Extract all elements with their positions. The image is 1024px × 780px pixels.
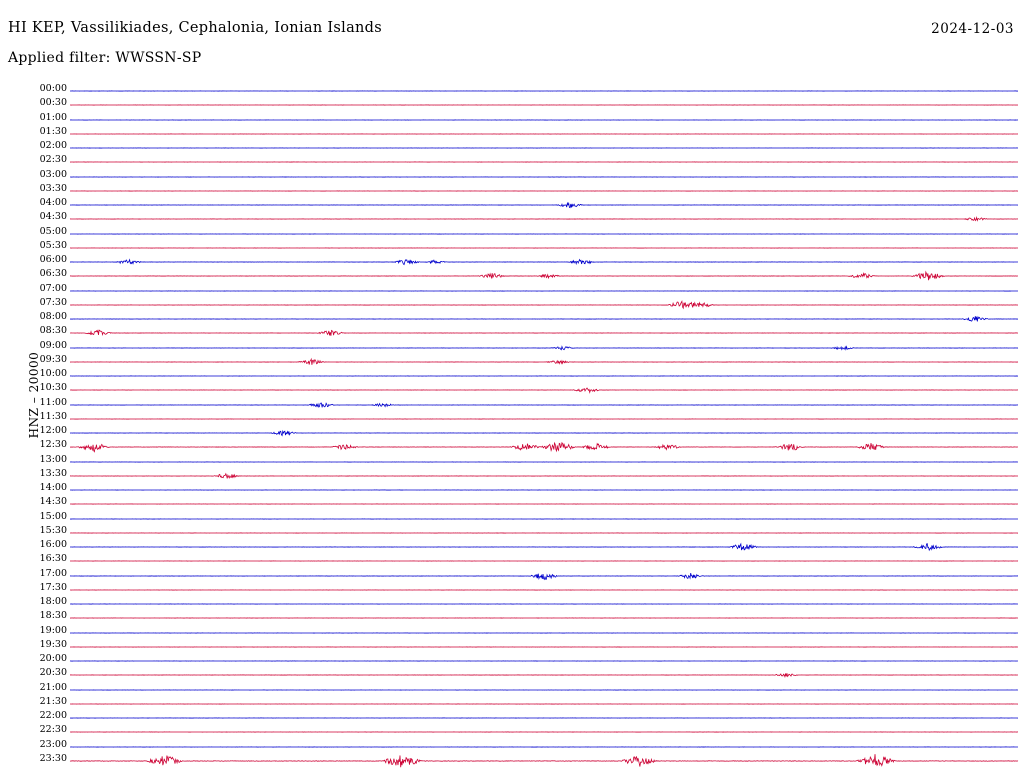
trace-row — [39, 752, 1018, 768]
trace-time-label: 19:00 — [39, 624, 67, 636]
trace-time-label: 00:30 — [39, 97, 67, 109]
trace-time-label: 02:00 — [39, 140, 67, 151]
trace-time-label: 23:30 — [39, 752, 67, 764]
trace-time-label: 22:30 — [39, 724, 67, 736]
trace-time-label: 04:00 — [39, 197, 67, 208]
trace-time-label: 20:30 — [39, 667, 67, 679]
trace-time-label: 21:00 — [39, 681, 67, 693]
trace-time-label: 15:00 — [39, 510, 67, 522]
trace-time-label: 10:30 — [39, 382, 67, 394]
trace-time-label: 22:00 — [39, 710, 67, 721]
trace-time-label: 06:30 — [39, 268, 67, 280]
trace-time-label: 05:30 — [39, 239, 67, 251]
trace-time-label: 11:00 — [39, 396, 67, 408]
trace-time-label: 08:30 — [39, 325, 67, 337]
trace-time-label: 00:00 — [39, 83, 67, 94]
trace-time-label: 03:30 — [39, 182, 67, 194]
trace-time-label: 16:00 — [39, 539, 67, 550]
trace-time-label: 20:00 — [39, 653, 67, 664]
trace-time-label: 06:00 — [39, 254, 67, 265]
trace-time-label: 23:00 — [39, 738, 67, 750]
trace-time-label: 12:00 — [39, 425, 67, 436]
trace-time-label: 08:00 — [39, 311, 67, 322]
trace-waveform — [70, 748, 1018, 774]
trace-time-label: 21:30 — [39, 695, 67, 707]
trace-time-label: 13:00 — [39, 453, 67, 465]
trace-time-label: 14:00 — [39, 482, 67, 493]
trace-time-label: 10:00 — [39, 368, 67, 379]
trace-time-label: 15:30 — [39, 524, 67, 536]
trace-time-label: 11:30 — [39, 410, 67, 422]
trace-time-label: 01:00 — [39, 111, 67, 123]
date-label: 2024-12-03 — [931, 21, 1014, 37]
page-title: HI KEP, Vassilikiades, Cephalonia, Ionian Islands — [8, 20, 382, 36]
trace-time-label: 04:30 — [39, 211, 67, 223]
trace-time-label: 09:30 — [39, 353, 67, 365]
filter-label: Applied filter: WWSSN-SP — [8, 50, 202, 66]
y-axis-label: HNZ – 20000 — [27, 351, 41, 439]
trace-time-label: 09:00 — [39, 339, 67, 351]
trace-time-label: 07:30 — [39, 296, 67, 308]
seismogram-plot — [39, 83, 1018, 768]
trace-time-label: 01:30 — [39, 125, 67, 137]
trace-time-label: 03:00 — [39, 168, 67, 180]
trace-time-label: 18:30 — [39, 610, 67, 622]
trace-time-label: 12:30 — [39, 439, 67, 451]
trace-time-label: 07:00 — [39, 282, 67, 294]
chart-header — [0, 0, 1024, 78]
trace-time-label: 17:00 — [39, 567, 67, 579]
trace-time-label: 14:30 — [39, 496, 67, 508]
trace-time-label: 19:30 — [39, 638, 67, 650]
trace-time-label: 05:00 — [39, 225, 67, 237]
trace-time-label: 16:30 — [39, 553, 67, 565]
trace-time-label: 17:30 — [39, 581, 67, 593]
trace-time-label: 18:00 — [39, 596, 67, 607]
trace-time-label: 13:30 — [39, 467, 67, 479]
trace-time-label: 02:30 — [39, 154, 67, 166]
